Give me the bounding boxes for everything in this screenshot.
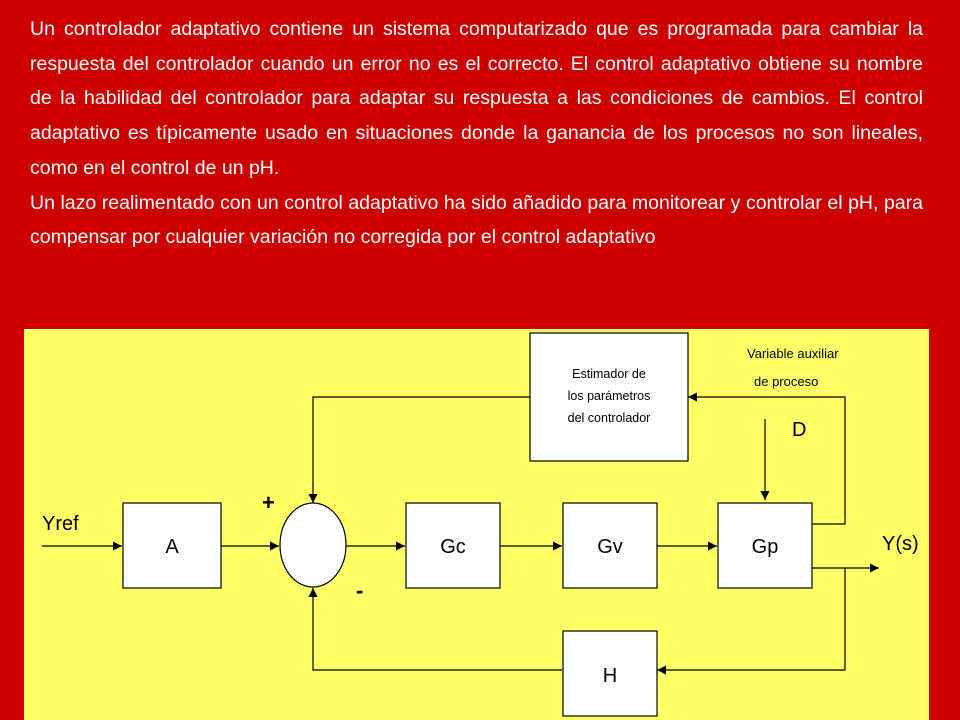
output-label: Y(s) <box>882 533 919 555</box>
h-to-sum-line <box>313 588 562 670</box>
block-a-label: A <box>165 536 179 558</box>
paragraph-1: Un controlador adaptativo contiene un sistema computarizado que es programada para cambiar la respuesta del controlador cuando un error no es el correcto. El control adaptativo obtiene su nombre de la habilidad del controlador para adaptar su respuesta a las condiciones de cambios. El control adaptativo es típicamente usado en situaciones donde la ganancia de los procesos no son lineales, como en el control de un pH. <box>30 18 923 179</box>
aux-variable-label-line1: Variable auxiliar <box>747 346 839 361</box>
estimator-label-line3: del controlador <box>567 411 651 425</box>
block-gp-label: Gp <box>751 536 779 558</box>
block-gc-label: Gc <box>440 536 466 558</box>
input-label: Yref <box>42 513 79 535</box>
plus-sign: + <box>262 490 275 515</box>
estimator-label-line2: los parámetros <box>567 389 651 403</box>
block-h-label: H <box>602 665 618 687</box>
disturbance-label: D <box>792 419 807 441</box>
summing-junction <box>280 503 346 587</box>
estimator-to-sum-line <box>313 397 530 503</box>
paragraph-2: Un lazo realimentado con un control adaptativo ha sido añadido para monitorear y controlar el pH, para compensar por cualquier variación no corregida por el control adaptativo <box>30 191 923 249</box>
block-gv-label: Gv <box>597 536 623 558</box>
aux-variable-label-line2: de proceso <box>754 374 819 389</box>
estimator-label-line1: Estimador de <box>572 367 646 381</box>
minus-sign: - <box>356 578 364 603</box>
